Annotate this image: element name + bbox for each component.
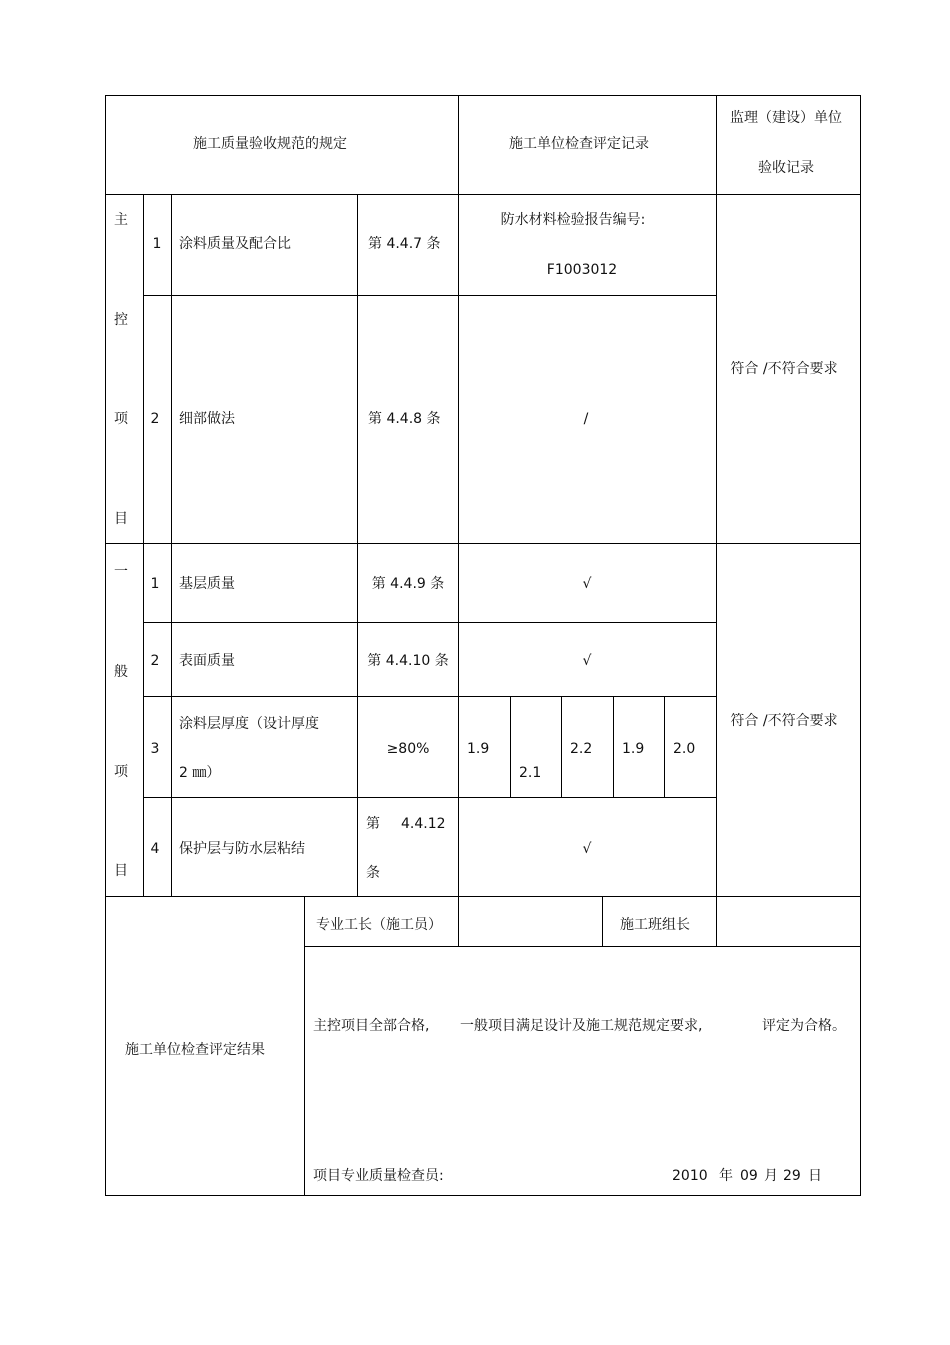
- footer-inspector-label: 项目专业质量检查员:: [313, 1168, 444, 1184]
- general-item-4-no: 4: [150, 841, 160, 857]
- table-border-right: [860, 95, 861, 1196]
- main-control-group-char-2: 控: [114, 312, 128, 328]
- footer-conclusion-part1: 主控项目全部合格,: [313, 1018, 430, 1034]
- main-item-2-name: 细部做法: [179, 411, 235, 427]
- footer-foreman-label: 专业工长（施工员）: [316, 917, 442, 933]
- col-divider-no: [171, 194, 172, 897]
- general-result: 符合 /不符合要求: [730, 713, 838, 729]
- general-item-3-measurement-5: 2.0: [673, 741, 696, 757]
- footer-date-month-unit: 月: [764, 1168, 778, 1184]
- section-divider-footer: [105, 896, 861, 897]
- main-item-1-record-line1: 防水材料检验报告编号:: [500, 212, 646, 228]
- col-divider-name: [357, 194, 358, 897]
- main-control-group-char-4: 目: [114, 511, 128, 527]
- row-divider-general-3: [143, 797, 717, 798]
- general-item-2-clause: 第 4.4.10 条: [367, 653, 449, 669]
- footer-foreman-divider: [458, 896, 459, 947]
- general-item-4-name: 保护层与防水层粘结: [179, 841, 305, 857]
- general-item-4-clause-part3: 条: [366, 865, 380, 881]
- footer-team-left-divider: [602, 896, 603, 947]
- general-item-3-clause: ≥80%: [386, 741, 430, 757]
- footer-label-divider: [304, 896, 305, 1196]
- header-supervision-line1: 监理（建设）单位: [730, 110, 842, 126]
- footer-date-day: 29: [783, 1168, 801, 1184]
- general-item-3-measurement-2: 2.1: [519, 765, 542, 781]
- footer-team-right-divider: [716, 896, 717, 947]
- row-divider-main-1: [143, 295, 717, 296]
- measure-divider-1: [510, 696, 511, 798]
- footer-signature-divider: [304, 946, 861, 947]
- main-control-group-char-3: 项: [114, 411, 128, 427]
- footer-section-label: 施工单位检查评定结果: [125, 1042, 265, 1058]
- general-group-char-2: 般: [114, 664, 128, 680]
- footer-date-month: 09: [740, 1168, 758, 1184]
- general-item-3-measurement-3: 2.2: [570, 741, 593, 757]
- general-group-char-1: 一: [114, 564, 128, 580]
- main-item-2-record: /: [583, 411, 589, 427]
- general-item-1-clause: 第 4.4.9 条: [371, 576, 445, 592]
- general-item-2-name: 表面质量: [179, 653, 235, 669]
- general-item-1-name: 基层质量: [179, 576, 235, 592]
- main-item-2-no: 2: [150, 411, 160, 427]
- main-control-group-char-1: 主: [114, 212, 128, 228]
- footer-conclusion-part3: 评定为合格。: [762, 1018, 846, 1034]
- table-border-bottom: [105, 1195, 861, 1196]
- col-divider-clause: [458, 95, 459, 897]
- main-item-1-record-line2: F1003012: [546, 262, 618, 278]
- general-item-2-no: 2: [150, 653, 160, 669]
- general-item-3-name-line2: 2 ㎜）: [179, 765, 221, 781]
- main-item-1-no: 1: [152, 236, 162, 252]
- general-item-3-name-line1: 涂料层厚度（设计厚度: [179, 716, 319, 732]
- footer-date-day-unit: 日: [808, 1168, 822, 1184]
- general-item-3-no: 3: [150, 741, 160, 757]
- footer-date-year-unit: 年: [719, 1168, 733, 1184]
- general-item-4-clause-part1: 第: [366, 816, 380, 832]
- general-item-2-record: √: [582, 653, 592, 669]
- main-item-2-clause: 第 4.4.8 条: [368, 411, 441, 427]
- table-border-left: [105, 95, 106, 1196]
- measure-divider-4: [664, 696, 665, 798]
- row-divider-general-2: [143, 696, 717, 697]
- general-item-1-no: 1: [150, 576, 160, 592]
- section-divider-general: [105, 543, 861, 544]
- main-control-result: 符合 /不符合要求: [730, 361, 838, 377]
- general-item-3-measurement-1: 1.9: [467, 741, 490, 757]
- measure-divider-3: [613, 696, 614, 798]
- general-group-char-4: 目: [114, 863, 128, 879]
- header-divider: [105, 194, 861, 195]
- general-item-1-record: √: [582, 576, 592, 592]
- main-item-1-name: 涂料质量及配合比: [179, 236, 291, 252]
- col-divider-record: [716, 95, 717, 897]
- table-border-top: [105, 95, 861, 96]
- row-divider-general-1: [143, 622, 717, 623]
- general-item-3-measurement-4: 1.9: [622, 741, 645, 757]
- header-record: 施工单位检查评定记录: [509, 136, 649, 152]
- general-group-char-3: 项: [114, 764, 128, 780]
- footer-date-year: 2010: [672, 1168, 708, 1184]
- main-item-1-clause: 第 4.4.7 条: [368, 236, 441, 252]
- measure-divider-2: [561, 696, 562, 798]
- footer-conclusion-part2: 一般项目满足设计及施工规范规定要求,: [460, 1018, 703, 1034]
- header-standard: 施工质量验收规范的规定: [193, 136, 347, 152]
- general-item-4-record: √: [582, 841, 592, 857]
- general-item-4-clause-part2: 4.4.12: [401, 816, 446, 832]
- col-divider-group: [143, 194, 144, 897]
- footer-team-leader-label: 施工班组长: [620, 917, 690, 933]
- header-supervision-line2: 验收记录: [758, 160, 814, 176]
